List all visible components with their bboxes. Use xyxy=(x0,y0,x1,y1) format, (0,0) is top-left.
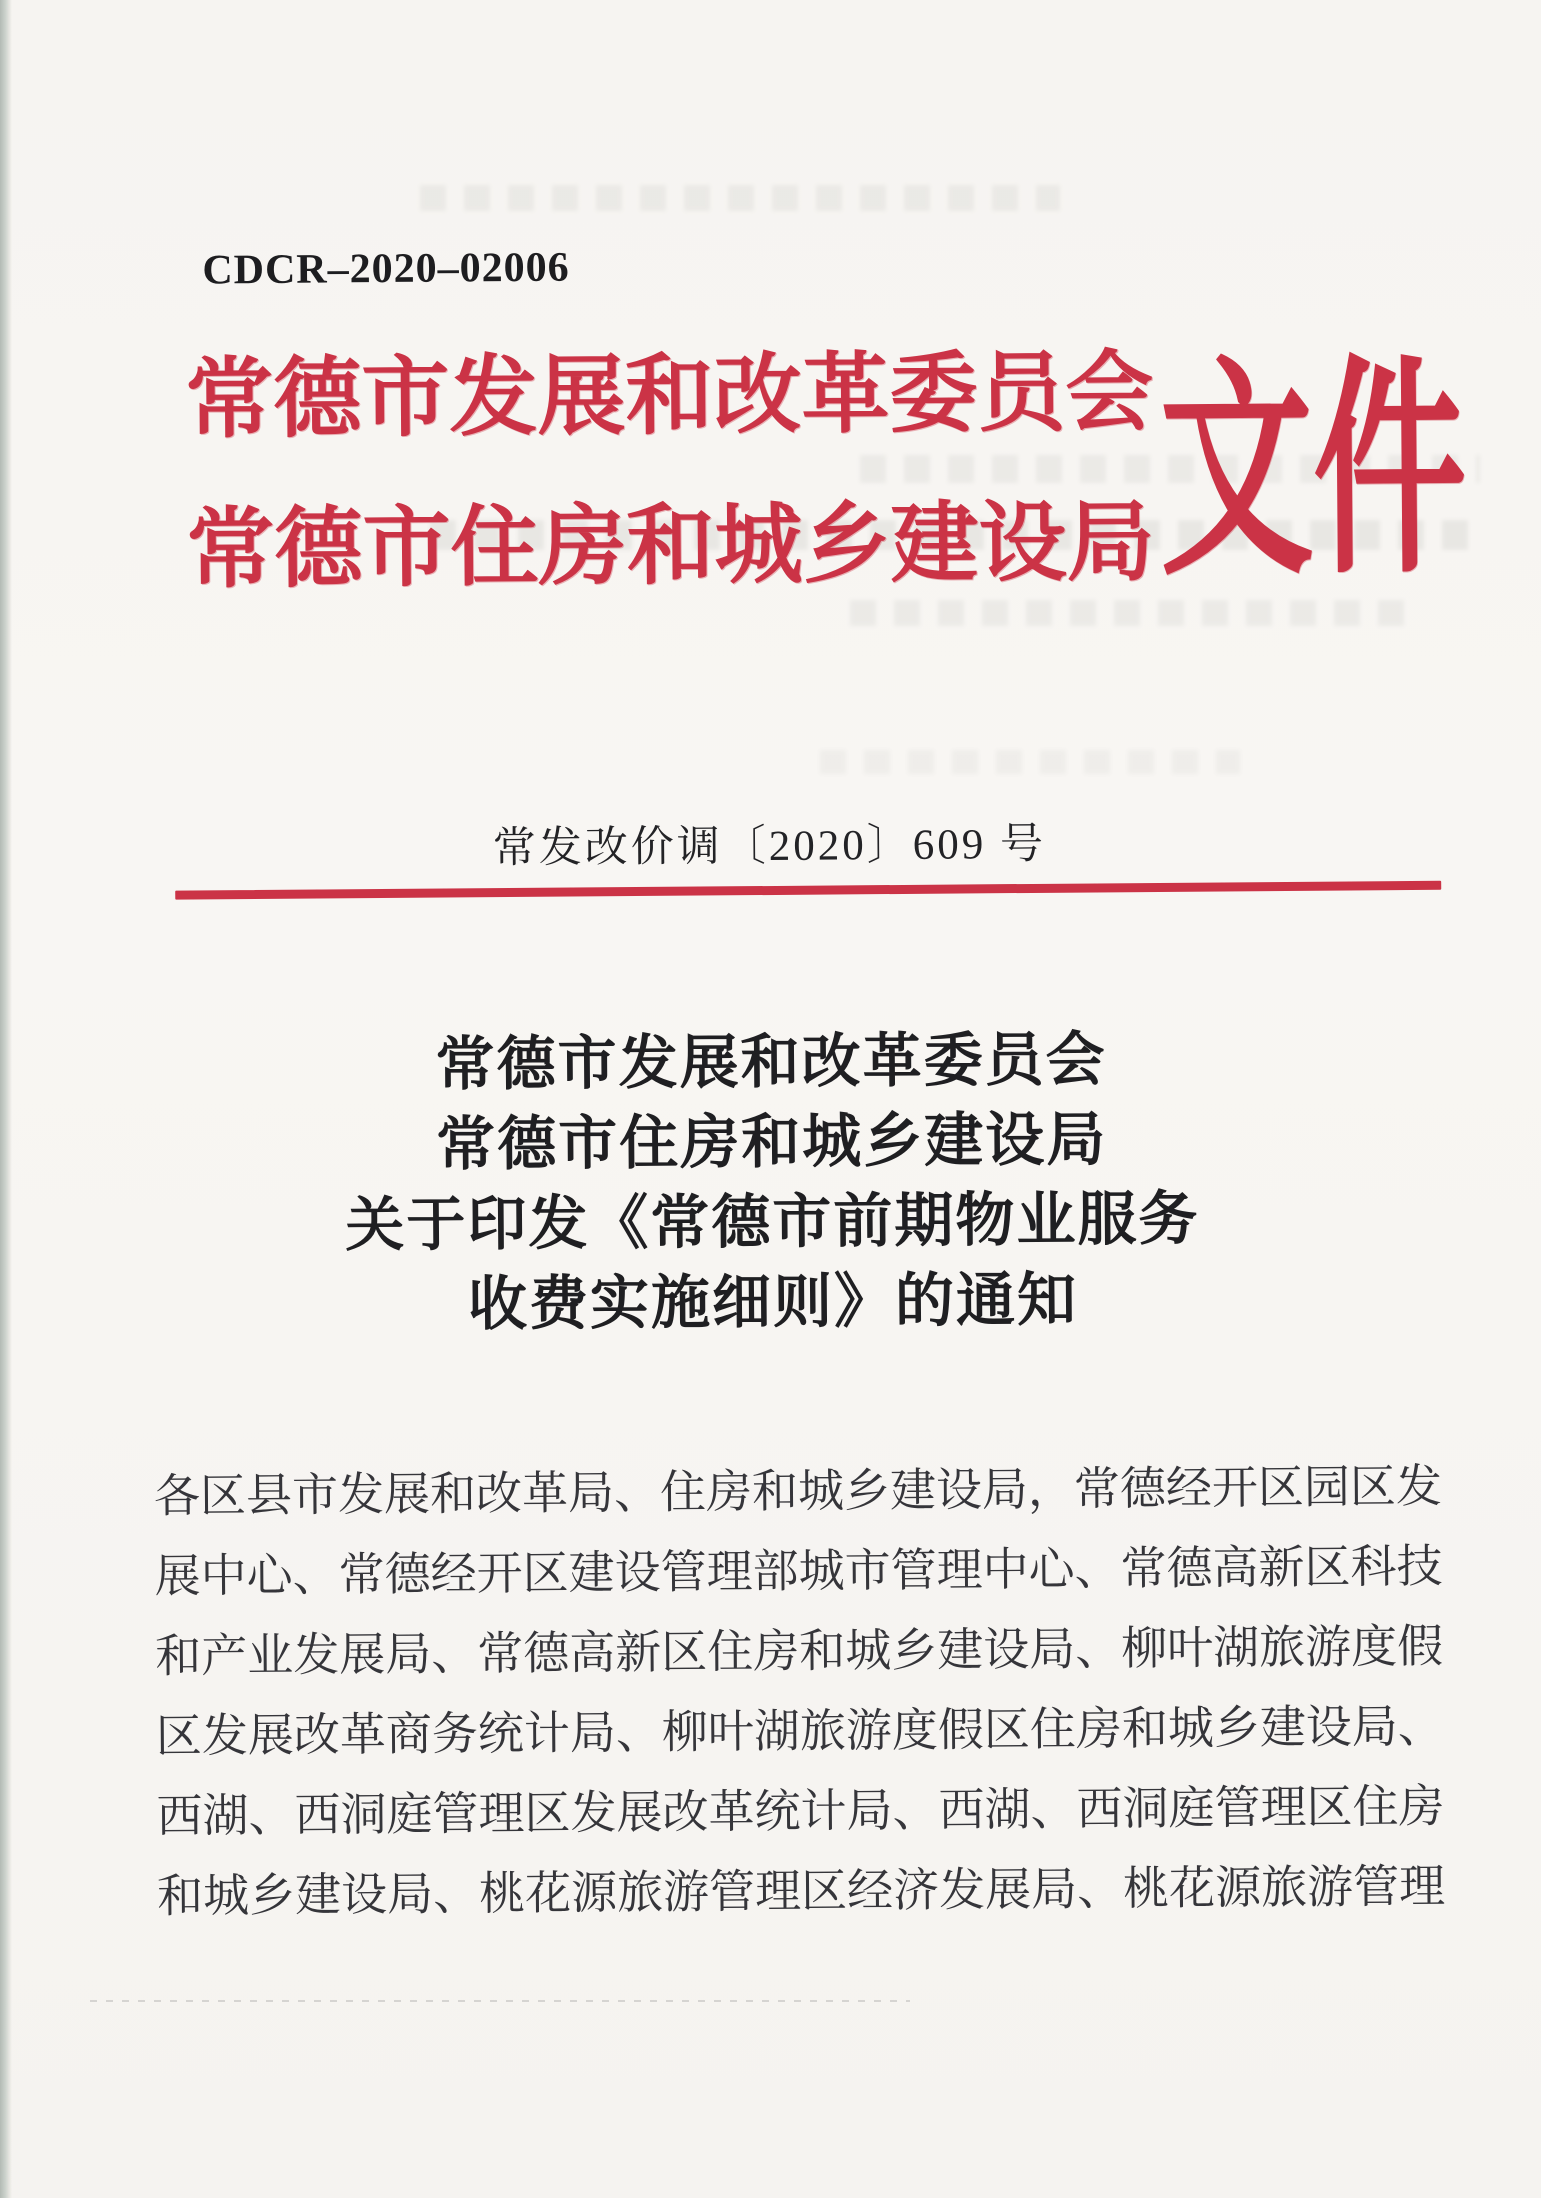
title-line-3: 关于印发《常德市前期物业服务 xyxy=(345,1185,1200,1259)
title-line-2: 常德市住房和城乡建设局 xyxy=(435,1106,1108,1178)
agency-name-line2: 常德市住房和城乡建设局 xyxy=(186,494,1155,600)
doc-code: CDCR–2020–02006 xyxy=(202,244,570,294)
red-separator-line xyxy=(175,881,1441,900)
doc-type-label: 文件 xyxy=(1158,343,1468,603)
title-line-4: 收费实施细则》的通知 xyxy=(467,1266,1079,1338)
scan-artifact-line xyxy=(90,2000,910,2002)
body-line-2: 展中心、常德经开区建设管理部城市管理中心、常德高新区科技 xyxy=(154,1540,1443,1602)
document-title xyxy=(0,1016,1541,1348)
body-line-5: 西湖、西洞庭管理区发展改革统计局、西湖、西洞庭管理区住房 xyxy=(156,1780,1445,1842)
body-line-1: 各区县市发展和改革局、住房和城乡建设局，常德经开区园区发 xyxy=(153,1460,1443,1522)
title-line-1: 常德市发展和改革委员会 xyxy=(435,1026,1107,1098)
letterhead-agency-names xyxy=(185,319,1155,627)
agency-name-line1: 常德市发展和改革委员会 xyxy=(184,344,1154,450)
issue-number: 常发改价调〔2020〕609 号 xyxy=(492,820,1047,873)
body-line-4: 区发展改革商务统计局、柳叶湖旅游度假区住房和城乡建设局、 xyxy=(155,1700,1445,1762)
body-paragraph xyxy=(154,1447,1468,1937)
body-line-3: 和产业发展局、常德高新区住房和城乡建设局、柳叶湖旅游度假 xyxy=(155,1620,1444,1682)
letterhead xyxy=(185,315,1541,626)
body-line-6: 和城乡建设局、桃花源旅游管理区经济发展局、桃花源旅游管理 xyxy=(156,1860,1446,1922)
